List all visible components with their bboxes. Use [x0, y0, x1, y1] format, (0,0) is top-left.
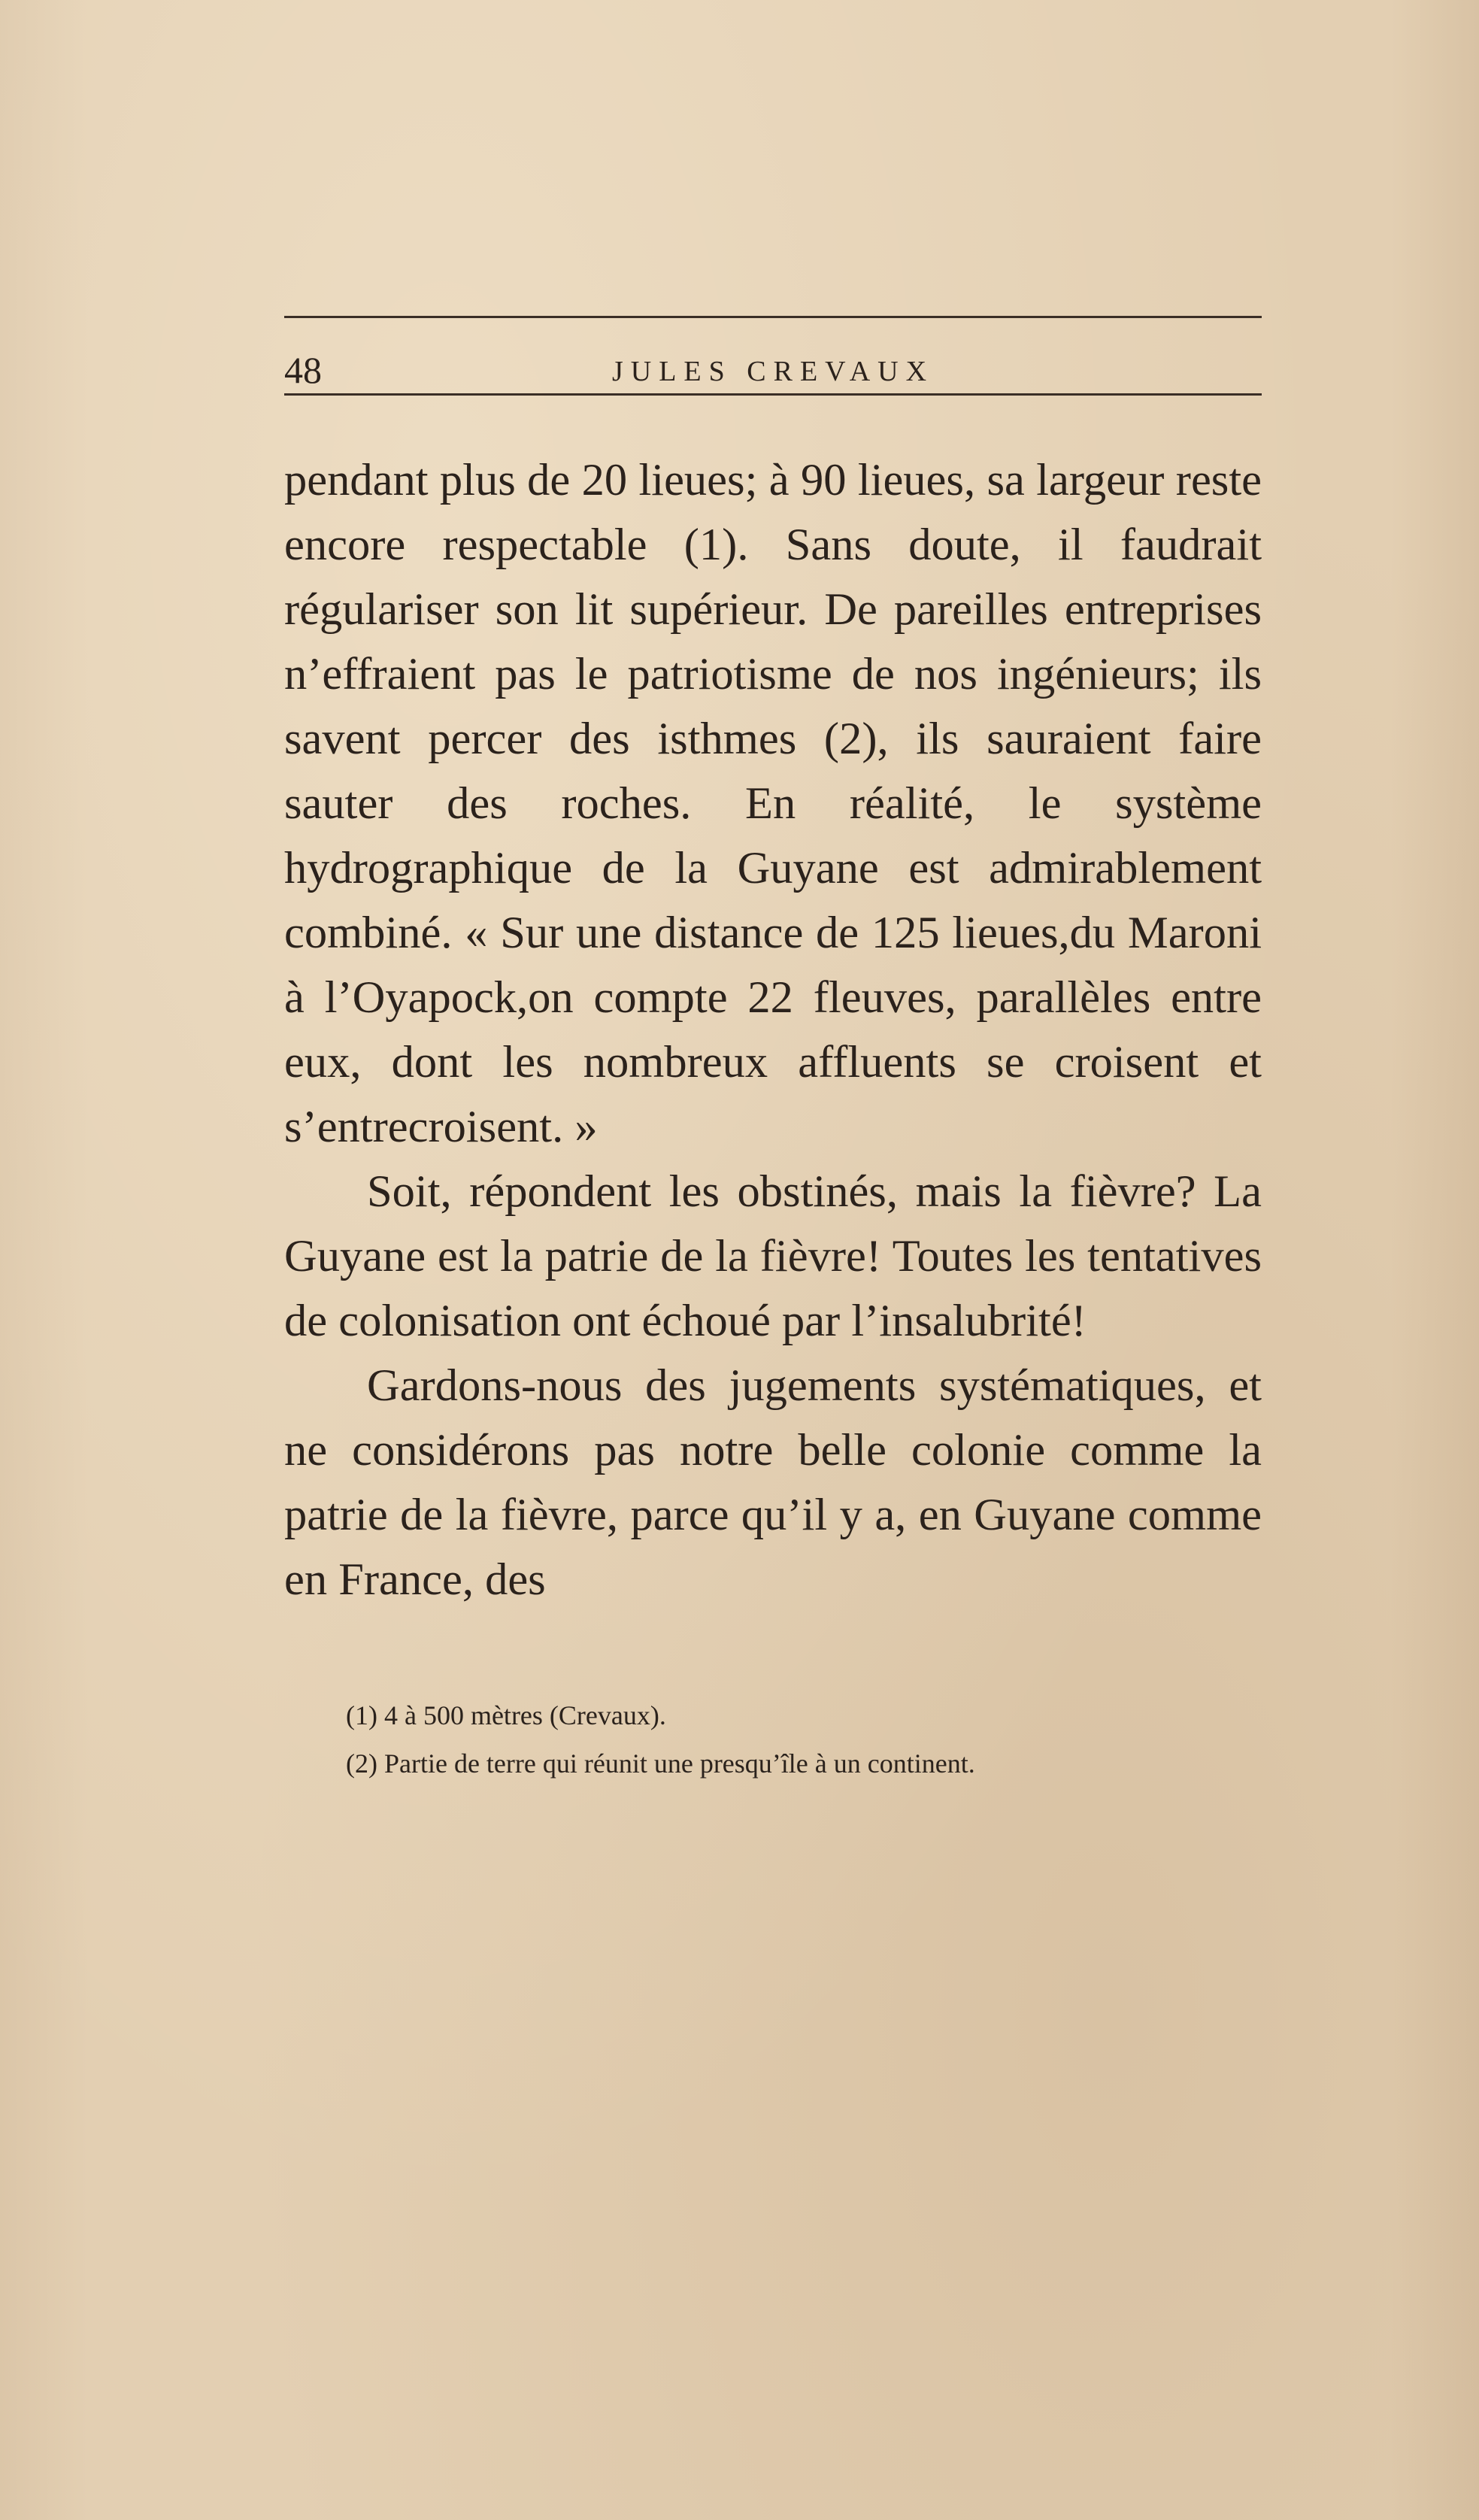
paragraph-continued: pendant plus de 20 lieues; à 90 lieues, sa largeur reste encore respectable (1). Sans doute, il faudrait régulariser son lit supérieur. De pareilles entreprises n’effraient pas le patriotisme de nos ingénieurs; ils savent percer des isthmes (2), ils sauraient faire sauter des roches. En réalité, le système hydrographique de la Guyane est admirablement combiné. « Sur une distance de 125 lieues,du Maroni à l’Oyapock,on compte 22 fleuves, parallèles entre eux, dont les nombreux affluents se croisent et s’entrecroisent. » [284, 455, 1262, 1152]
header-rule-bottom [284, 393, 1262, 396]
paragraph-judgements: Gardons-nous des jugements systématiques, et ne considérons pas notre belle colonie comme la patrie de la fièvre, parce qu’il y a, en Guyane comme en France, des [284, 1360, 1262, 1605]
body-text [284, 448, 1262, 1612]
footnotes [284, 1691, 1262, 1788]
running-title: JULES CREVAUX [611, 356, 935, 387]
book-page [284, 316, 1262, 1788]
footnote-1: (1) 4 à 500 mètres (Crevaux). [346, 1700, 666, 1730]
page-number: 48 [284, 349, 322, 391]
footnote-2: (2) Partie de terre qui réunit une presqu’île à un continent. [346, 1748, 975, 1779]
running-head [284, 318, 1262, 393]
paragraph-fever: Soit, répondent les obstinés, mais la fièvre? La Guyane est la patrie de la fièvre! Toutes les tentatives de colonisation ont échoué par l’insalubrité! [284, 1166, 1262, 1346]
